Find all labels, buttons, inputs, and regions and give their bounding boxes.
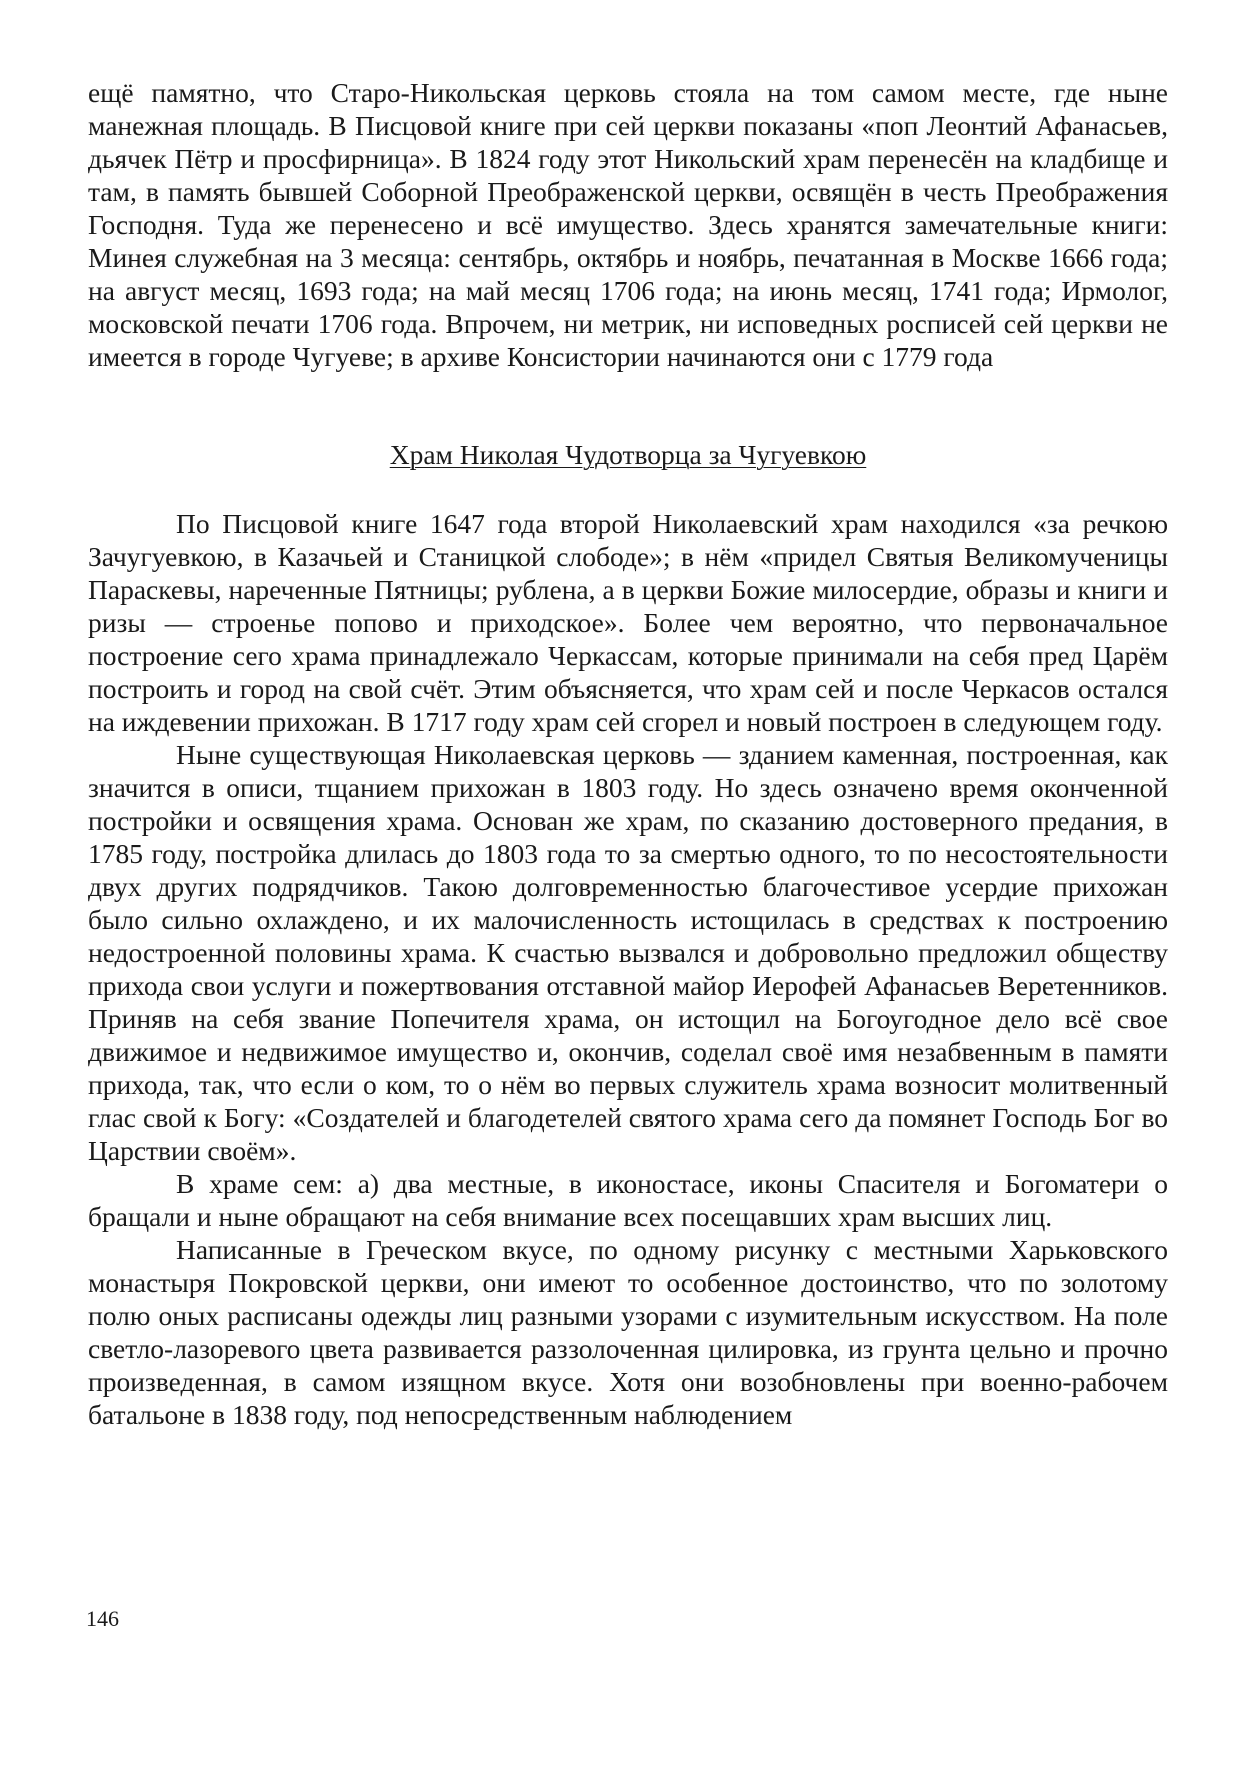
paragraph-1: По Писцовой книге 1647 года второй Николаевский храм находился «за речкою Зачугуевкою, в Казачьей и Станицкой слободе»; в нём «придел Святыя Великомученицы Параскевы, нареченные Пятницы; рублена, а в церкви Божие милосердие, образы и книги и ризы — строенье попово и приходское». Более чем вероятно, что первоначальное построение сего храма принадлежало Черкассам, которые принимали на себя пред Царём построить и город на свой счёт. Этим объясняется, что храм сей и после Черкасов остался на иждевении прихожан. В 1717 году храм сей сгорел и новый построен в следующем году. xyxy=(88,508,1168,737)
section-heading: Храм Николая Чудотворца за Чугуевкою xyxy=(389,439,867,470)
page-number: 146 xyxy=(86,1606,119,1631)
intro-paragraph: ещё памятно, что Старо-Никольская церковь стояла на том самом месте, где ныне манежная площадь. В Писцовой книге при сей церкви показаны «поп Леонтий Афанасьев, дьячек Пётр и просфирница». В 1824 году этот Никольский храм перенесён на кладбище и там, в память бывшей Соборной Преображенской церкви, освящён в честь Преображения Господня. Туда же перенесено и всё имущество. Здесь хранятся замечательные книги: Минея служебная на 3 месяца: сентябрь, октябрь и ноябрь, печатанная в Москве 1666 года; на август месяц, 1693 года; на май месяц 1706 года; на июнь месяц, 1741 года; Ирмолог, московской печати 1706 года. Впрочем, ни метрик, ни исповедных росписей сей церкви не имеется в городе Чугуеве; в архиве Консистории начинаются они с 1779 года xyxy=(88,77,1168,372)
page-body xyxy=(88,76,1168,1431)
paragraph-2: Ныне существующая Николаевская церковь — зданием каменная, построенная, как значится в описи, тщанием прихожан в 1803 году. Но здесь означено время оконченной постройки и освящения храма. Основан же храм, по сказанию достоверного предания, в 1785 году, постройка длилась до 1803 года то за смертью одного, то по несостоятельности двух других подрядчиков. Такою долговременностью благочестивое усердие прихожан было сильно охлаждено, и их малочисленность истощилась в средствах к построению недостроенной половины храма. К счастью вызвался и добровольно предложил обществу прихода свои услуги и пожертвования отставной майор Иерофей Афанасьев Веретенников. Приняв на себя звание Попечителя храма, он истощил на Богоугодное дело всё свое движимое и недвижимое имущество и, окончив, соделал своё имя незабвенным в памяти прихода, так, что если о ком, то о нём во первых служитель храма возносит молитвенный глас свой к Богу: «Создателей и благодетелей святого храма сего да помянет Господь Бог во Царствии своём». xyxy=(88,739,1168,1166)
paragraph-3: В храме сем: а) два местные, в иконостасе, иконы Спасителя и Богоматери о бращали и ныне обращают на себя внимание всех посещавших храм высших лиц. xyxy=(88,1168,1168,1232)
paragraph-4: Написанные в Греческом вкусе, по одному рисунку с местными Харьковского монастыря Покровской церкви, они имеют то особенное достоинство, что по золотому полю оных расписаны одежды лиц разными узорами с изумительным искусством. На поле светло-лазоревого цвета развивается раззолоченная цилировка, из грунта цельно и прочно произведенная, в самом изящном вкусе. Хотя они возобновлены при военно-рабочем батальоне в 1838 году, под непосредственным наблюдением xyxy=(88,1234,1168,1430)
